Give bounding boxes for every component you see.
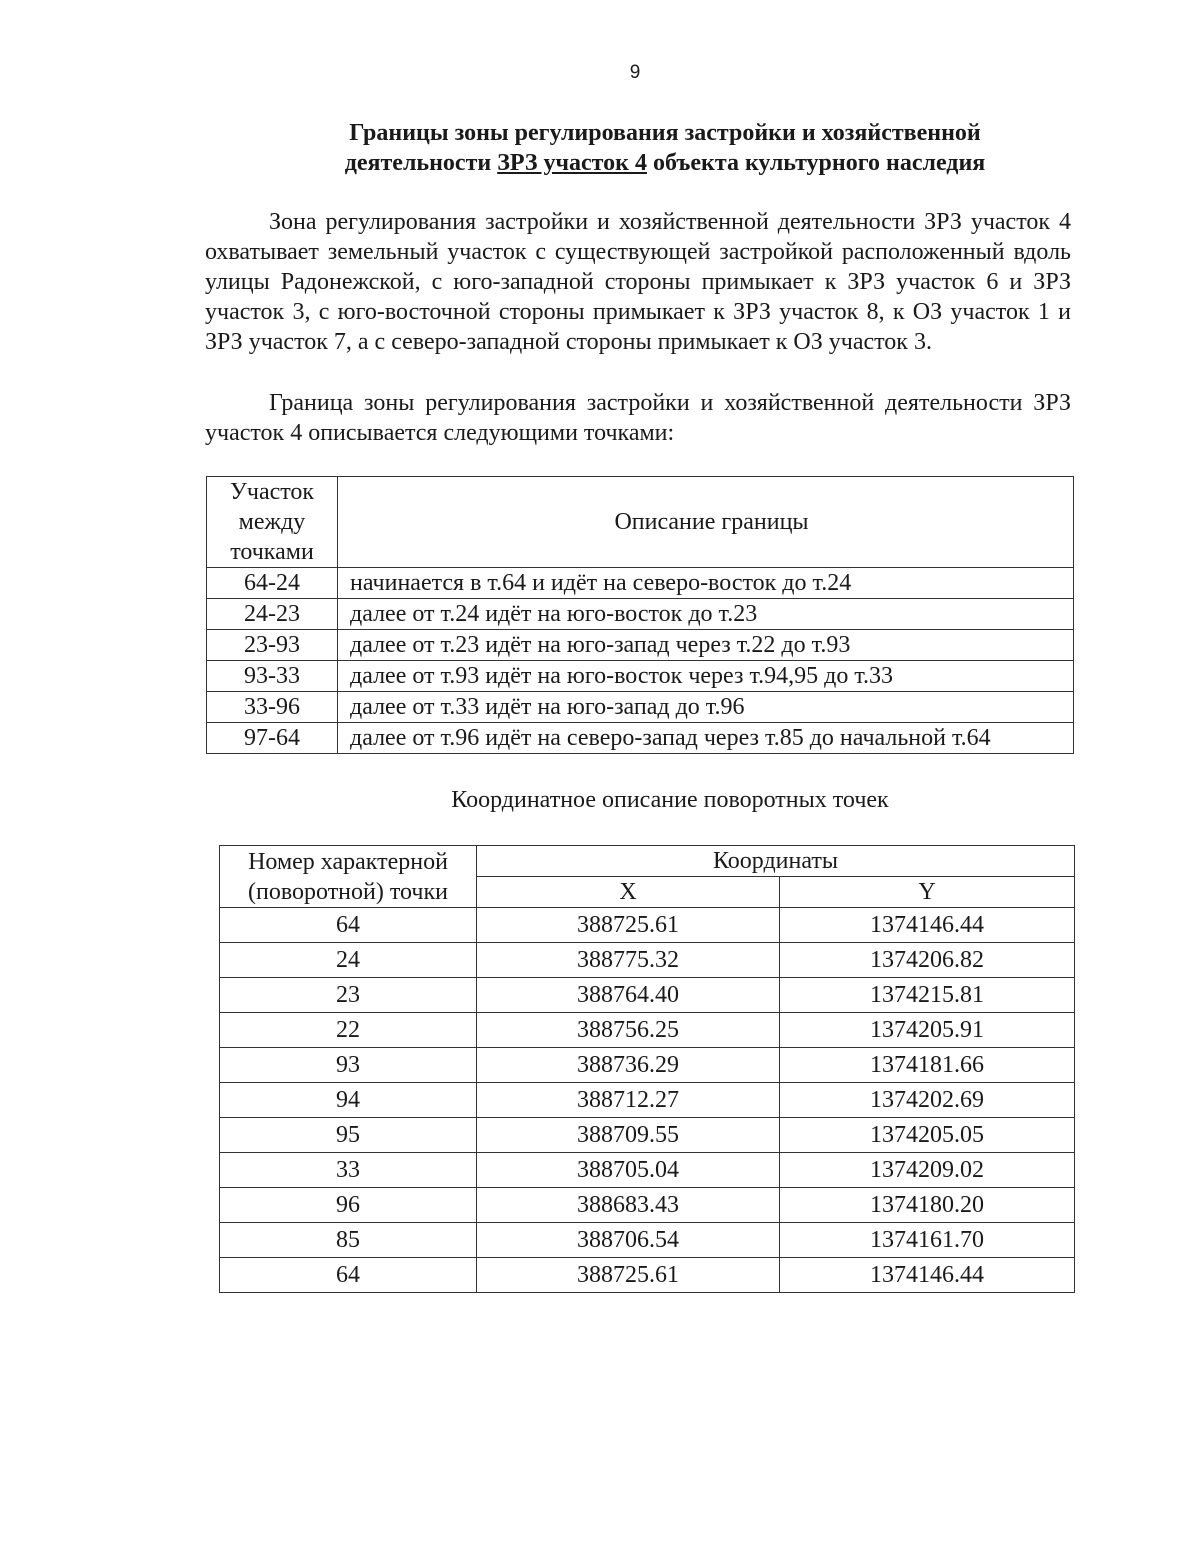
segment-cell: 93-33 bbox=[207, 661, 338, 692]
segment-cell: 24-23 bbox=[207, 599, 338, 630]
y-coordinate-cell: 1374215.81 bbox=[780, 978, 1075, 1013]
table-row bbox=[220, 1153, 1075, 1188]
page-number: 9 bbox=[629, 62, 641, 83]
table-row bbox=[220, 1258, 1075, 1293]
point-number-cell: 24 bbox=[220, 943, 477, 978]
document-title bbox=[160, 118, 1170, 178]
point-number-cell: 96 bbox=[220, 1188, 477, 1223]
y-coordinate-cell: 1374146.44 bbox=[780, 908, 1075, 943]
x-coordinate-cell: 388736.29 bbox=[477, 1048, 780, 1083]
y-coordinate-cell: 1374161.70 bbox=[780, 1223, 1075, 1258]
point-number-cell: 33 bbox=[220, 1153, 477, 1188]
x-coordinate-cell: 388725.61 bbox=[477, 1258, 780, 1293]
zone-description-paragraph: Зона регулирования застройки и хозяйственной деятельности ЗРЗ участок 4 охватывает земельный участок с существующей застройкой расположенный вдоль улицы Радонежской, с юго-западной стороны примыкает к ЗРЗ участок 6 и ЗРЗ участок 3, с юго-восточной стороны примыкает к ЗРЗ участок 8, к ОЗ участок 1 и ЗРЗ участок 7, а с северо-западной стороны примыкает к ОЗ участок 3. bbox=[205, 209, 1071, 355]
x-coordinate-cell: 388764.40 bbox=[477, 978, 780, 1013]
y-coordinate-cell: 1374205.05 bbox=[780, 1118, 1075, 1153]
y-coordinate-cell: 1374146.44 bbox=[780, 1258, 1075, 1293]
table-row bbox=[220, 908, 1075, 943]
header-point-number: Номер характерной (поворотной) точки bbox=[220, 846, 477, 908]
boundary-intro-paragraph: Граница зоны регулирования застройки и хозяйственной деятельности ЗРЗ участок 4 описывается следующими точками: bbox=[205, 390, 1071, 446]
point-number-cell: 64 bbox=[220, 908, 477, 943]
title-line-2-end: объекта культурного наследия bbox=[646, 150, 986, 176]
table-row bbox=[220, 978, 1075, 1013]
header-coordinates: Координаты bbox=[477, 846, 1075, 877]
x-coordinate-cell: 388683.43 bbox=[477, 1188, 780, 1223]
segment-cell: 33-96 bbox=[207, 692, 338, 723]
table-row bbox=[207, 599, 1074, 630]
x-coordinate-cell: 388775.32 bbox=[477, 943, 780, 978]
description-cell: далее от т.93 идёт на юго-восток через т.94,95 до т.33 bbox=[338, 661, 1074, 692]
title-line-1: Границы зоны регулирования застройки и хозяйственной bbox=[349, 120, 981, 146]
y-coordinate-cell: 1374205.91 bbox=[780, 1013, 1075, 1048]
x-coordinate-cell: 388709.55 bbox=[477, 1118, 780, 1153]
y-coordinate-cell: 1374180.20 bbox=[780, 1188, 1075, 1223]
description-cell: далее от т.24 идёт на юго-восток до т.23 bbox=[338, 599, 1074, 630]
table-row bbox=[220, 1048, 1075, 1083]
point-number-cell: 94 bbox=[220, 1083, 477, 1118]
header-description: Описание границы bbox=[338, 477, 1074, 568]
point-number-cell: 64 bbox=[220, 1258, 477, 1293]
description-cell: далее от т.23 идёт на юго-запад через т.22 до т.93 bbox=[338, 630, 1074, 661]
segment-cell: 23-93 bbox=[207, 630, 338, 661]
coordinates-table bbox=[219, 845, 1075, 1293]
table-row bbox=[220, 1083, 1075, 1118]
table-row bbox=[220, 1013, 1075, 1048]
title-line-2 bbox=[160, 148, 1170, 178]
header-x: X bbox=[477, 877, 780, 908]
header-segment: Участок между точками bbox=[207, 477, 338, 568]
coordinates-caption: Координатное описание поворотных точек bbox=[451, 787, 889, 813]
table-row bbox=[207, 692, 1074, 723]
point-number-cell: 22 bbox=[220, 1013, 477, 1048]
title-zone-name: ЗРЗ участок 4 bbox=[497, 150, 647, 176]
point-number-cell: 95 bbox=[220, 1118, 477, 1153]
table-row bbox=[207, 568, 1074, 599]
boundary-table-header bbox=[207, 477, 1074, 568]
zone-description-block bbox=[205, 207, 1071, 357]
coordinates-table-header bbox=[220, 846, 1075, 877]
table-row bbox=[220, 1118, 1075, 1153]
table-row bbox=[207, 661, 1074, 692]
table-row bbox=[220, 1223, 1075, 1258]
description-cell: далее от т.96 идёт на северо-запад через т.85 до начальной т.64 bbox=[338, 723, 1074, 754]
point-number-cell: 93 bbox=[220, 1048, 477, 1083]
x-coordinate-cell: 388705.04 bbox=[477, 1153, 780, 1188]
segment-cell: 97-64 bbox=[207, 723, 338, 754]
y-coordinate-cell: 1374209.02 bbox=[780, 1153, 1075, 1188]
description-cell: далее от т.33 идёт на юго-запад до т.96 bbox=[338, 692, 1074, 723]
title-line-2-start: деятельности bbox=[344, 150, 498, 176]
table-row bbox=[220, 1188, 1075, 1223]
point-number-cell: 23 bbox=[220, 978, 477, 1013]
header-y: Y bbox=[780, 877, 1075, 908]
boundary-table bbox=[206, 476, 1074, 754]
table-row bbox=[207, 630, 1074, 661]
x-coordinate-cell: 388706.54 bbox=[477, 1223, 780, 1258]
table-row bbox=[220, 943, 1075, 978]
x-coordinate-cell: 388725.61 bbox=[477, 908, 780, 943]
boundary-intro-block bbox=[205, 388, 1071, 448]
table-row bbox=[207, 723, 1074, 754]
y-coordinate-cell: 1374206.82 bbox=[780, 943, 1075, 978]
x-coordinate-cell: 388756.25 bbox=[477, 1013, 780, 1048]
segment-cell: 64-24 bbox=[207, 568, 338, 599]
y-coordinate-cell: 1374181.66 bbox=[780, 1048, 1075, 1083]
description-cell: начинается в т.64 и идёт на северо-восток до т.24 bbox=[338, 568, 1074, 599]
y-coordinate-cell: 1374202.69 bbox=[780, 1083, 1075, 1118]
point-number-cell: 85 bbox=[220, 1223, 477, 1258]
x-coordinate-cell: 388712.27 bbox=[477, 1083, 780, 1118]
